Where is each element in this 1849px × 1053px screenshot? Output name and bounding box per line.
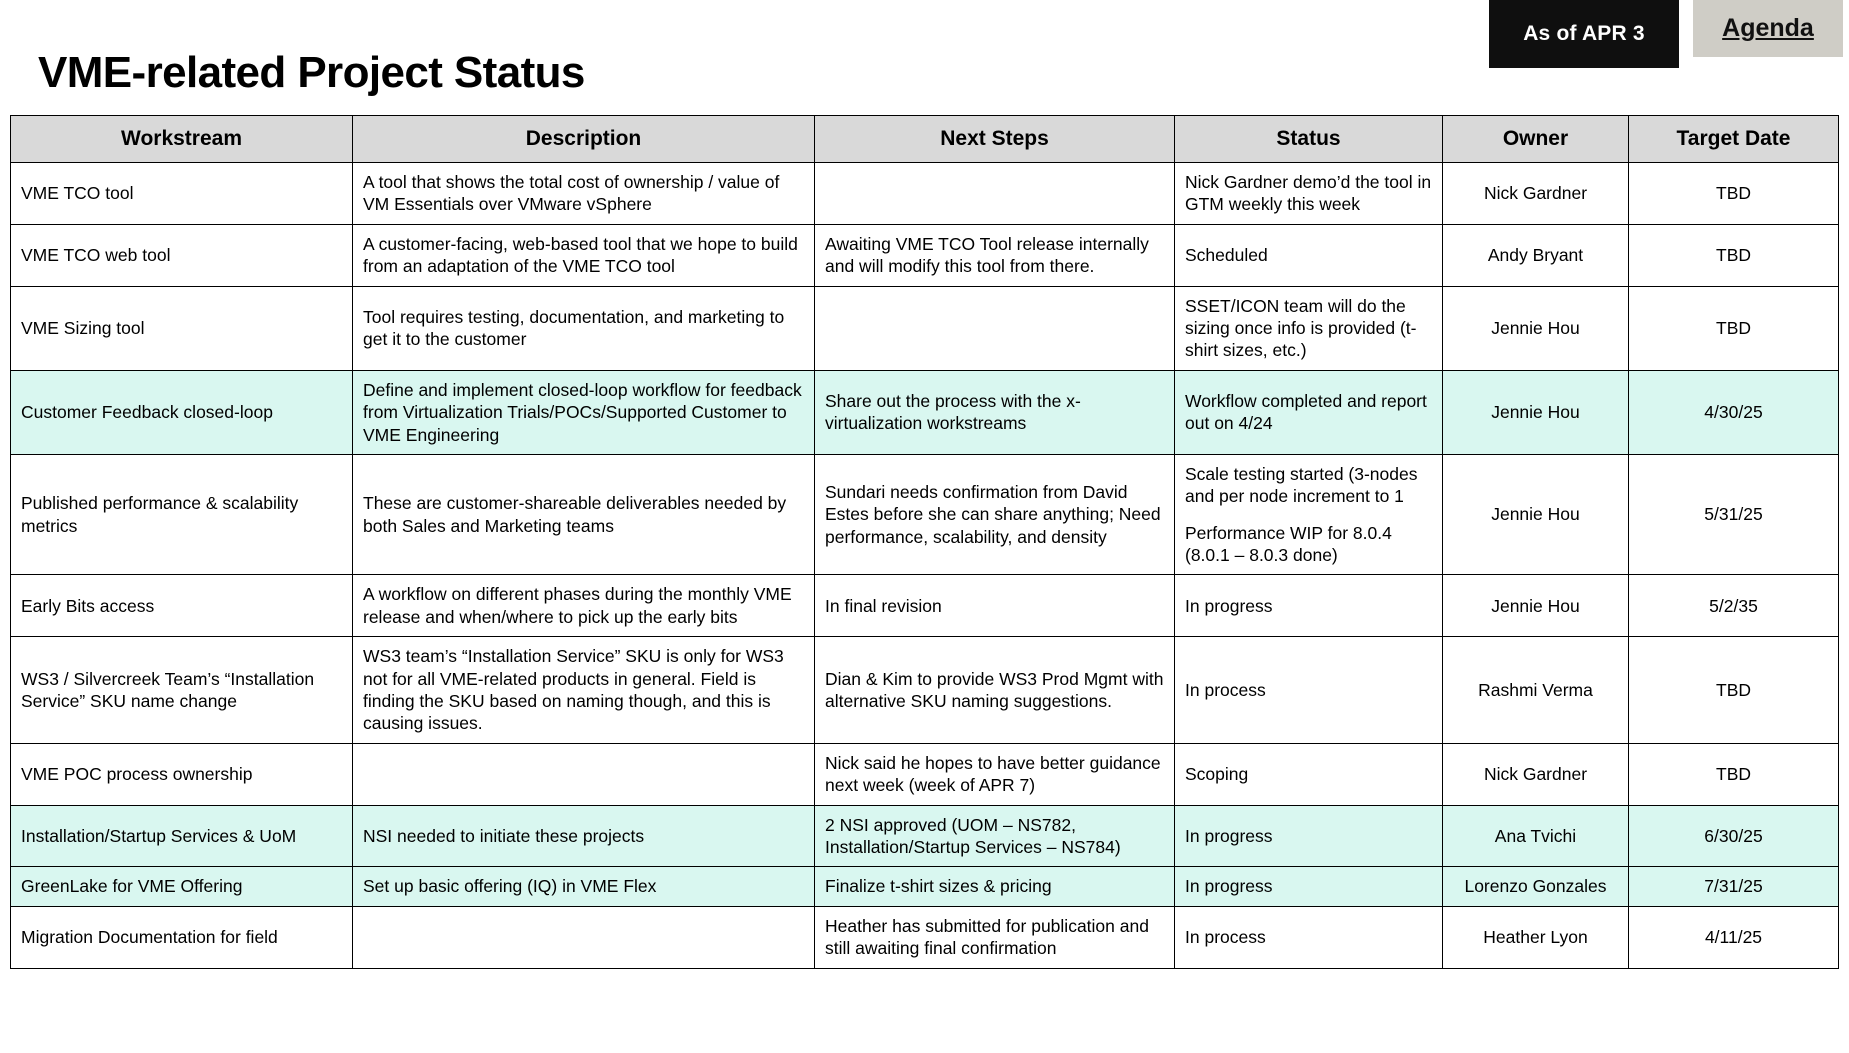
cell-workstream: GreenLake for VME Offering xyxy=(11,867,353,906)
table-row xyxy=(11,906,1839,968)
cell-description: A tool that shows the total cost of ownership / value of VM Essentials over VMware vSphere xyxy=(353,163,815,225)
cell-next-steps xyxy=(815,163,1175,225)
cell-target-date: 6/30/25 xyxy=(1629,805,1839,867)
cell-workstream: VME POC process ownership xyxy=(11,743,353,805)
column-header-workstream: Workstream xyxy=(11,116,353,163)
cell-target-date: TBD xyxy=(1629,163,1839,225)
cell-target-date: 5/31/25 xyxy=(1629,454,1839,575)
cell-owner: Nick Gardner xyxy=(1443,163,1629,225)
table-row xyxy=(11,575,1839,637)
cell-workstream: Migration Documentation for field xyxy=(11,906,353,968)
table-row xyxy=(11,163,1839,225)
table-row xyxy=(11,224,1839,286)
column-header-target-date: Target Date xyxy=(1629,116,1839,163)
cell-owner: Jennie Hou xyxy=(1443,286,1629,370)
cell-owner: Andy Bryant xyxy=(1443,224,1629,286)
cell-status: SSET/ICON team will do the sizing once info is provided (t-shirt sizes, etc.) xyxy=(1175,286,1443,370)
cell-description xyxy=(353,743,815,805)
cell-next-steps xyxy=(815,286,1175,370)
cell-workstream: WS3 / Silvercreek Team’s “Installation Service” SKU name change xyxy=(11,637,353,744)
cell-target-date: TBD xyxy=(1629,224,1839,286)
as-of-badge: As of APR 3 xyxy=(1489,0,1679,68)
cell-description: WS3 team’s “Installation Service” SKU is only for WS3 not for all VME-related products in general. Field is finding the SKU based on naming though, and this is causing issues. xyxy=(353,637,815,744)
project-status-table xyxy=(10,115,1839,969)
cell-description: Define and implement closed-loop workflow for feedback from Virtualization Trials/POCs/Supported Customer to VME Engineering xyxy=(353,370,815,454)
column-header-description: Description xyxy=(353,116,815,163)
table-row xyxy=(11,867,1839,906)
cell-status: In progress xyxy=(1175,805,1443,867)
cell-status: In process xyxy=(1175,906,1443,968)
cell-next-steps: Nick said he hopes to have better guidance next week (week of APR 7) xyxy=(815,743,1175,805)
page-title: VME-related Project Status xyxy=(38,48,585,97)
cell-target-date: 7/31/25 xyxy=(1629,867,1839,906)
cell-workstream: Published performance & scalability metrics xyxy=(11,454,353,575)
table-row xyxy=(11,805,1839,867)
cell-description: These are customer-shareable deliverables needed by both Sales and Marketing teams xyxy=(353,454,815,575)
cell-next-steps: Finalize t-shirt sizes & pricing xyxy=(815,867,1175,906)
cell-target-date: TBD xyxy=(1629,637,1839,744)
cell-status: In process xyxy=(1175,637,1443,744)
cell-target-date: 4/30/25 xyxy=(1629,370,1839,454)
project-status-table-container xyxy=(10,115,1838,969)
cell-workstream: Customer Feedback closed-loop xyxy=(11,370,353,454)
cell-workstream: VME TCO web tool xyxy=(11,224,353,286)
cell-workstream: VME TCO tool xyxy=(11,163,353,225)
cell-description xyxy=(353,906,815,968)
cell-description: A customer-facing, web-based tool that we hope to build from an adaptation of the VME TCO tool xyxy=(353,224,815,286)
cell-target-date: TBD xyxy=(1629,286,1839,370)
cell-next-steps: In final revision xyxy=(815,575,1175,637)
cell-next-steps: Heather has submitted for publication and still awaiting final confirmation xyxy=(815,906,1175,968)
table-row xyxy=(11,286,1839,370)
cell-status: In progress xyxy=(1175,867,1443,906)
cell-next-steps: Dian & Kim to provide WS3 Prod Mgmt with alternative SKU naming suggestions. xyxy=(815,637,1175,744)
agenda-button[interactable]: Agenda xyxy=(1693,0,1843,57)
column-header-status: Status xyxy=(1175,116,1443,163)
table-row xyxy=(11,454,1839,575)
table-row xyxy=(11,743,1839,805)
cell-status: Workflow completed and report out on 4/24 xyxy=(1175,370,1443,454)
cell-owner: Lorenzo Gonzales xyxy=(1443,867,1629,906)
cell-workstream: VME Sizing tool xyxy=(11,286,353,370)
cell-status: Scale testing started (3-nodes and per node increment to 1 Performance WIP for 8.0.4 (8.0.1 – 8.0.3 done) xyxy=(1175,454,1443,575)
column-header-next-steps: Next Steps xyxy=(815,116,1175,163)
cell-status: Nick Gardner demo’d the tool in GTM weekly this week xyxy=(1175,163,1443,225)
table-row xyxy=(11,370,1839,454)
cell-next-steps: 2 NSI approved (UOM – NS782, Installation/Startup Services – NS784) xyxy=(815,805,1175,867)
cell-description: Tool requires testing, documentation, and marketing to get it to the customer xyxy=(353,286,815,370)
cell-next-steps: Awaiting VME TCO Tool release internally and will modify this tool from there. xyxy=(815,224,1175,286)
cell-description: A workflow on different phases during the monthly VME release and when/where to pick up the early bits xyxy=(353,575,815,637)
cell-next-steps: Share out the process with the x-virtualization workstreams xyxy=(815,370,1175,454)
header-badges xyxy=(1489,0,1849,68)
cell-owner: Heather Lyon xyxy=(1443,906,1629,968)
cell-description: NSI needed to initiate these projects xyxy=(353,805,815,867)
cell-owner: Ana Tvichi xyxy=(1443,805,1629,867)
cell-target-date: 4/11/25 xyxy=(1629,906,1839,968)
table-row xyxy=(11,637,1839,744)
column-header-owner: Owner xyxy=(1443,116,1629,163)
cell-status: Scoping xyxy=(1175,743,1443,805)
cell-target-date: TBD xyxy=(1629,743,1839,805)
cell-next-steps: Sundari needs confirmation from David Estes before she can share anything; Need performance, scalability, and density xyxy=(815,454,1175,575)
cell-status: Scheduled xyxy=(1175,224,1443,286)
cell-owner: Jennie Hou xyxy=(1443,454,1629,575)
cell-owner: Nick Gardner xyxy=(1443,743,1629,805)
cell-workstream: Early Bits access xyxy=(11,575,353,637)
table-header-row xyxy=(11,116,1839,163)
cell-owner: Jennie Hou xyxy=(1443,370,1629,454)
cell-description: Set up basic offering (IQ) in VME Flex xyxy=(353,867,815,906)
cell-target-date: 5/2/35 xyxy=(1629,575,1839,637)
cell-owner: Jennie Hou xyxy=(1443,575,1629,637)
cell-owner: Rashmi Verma xyxy=(1443,637,1629,744)
cell-status: In progress xyxy=(1175,575,1443,637)
cell-workstream: Installation/Startup Services & UoM xyxy=(11,805,353,867)
